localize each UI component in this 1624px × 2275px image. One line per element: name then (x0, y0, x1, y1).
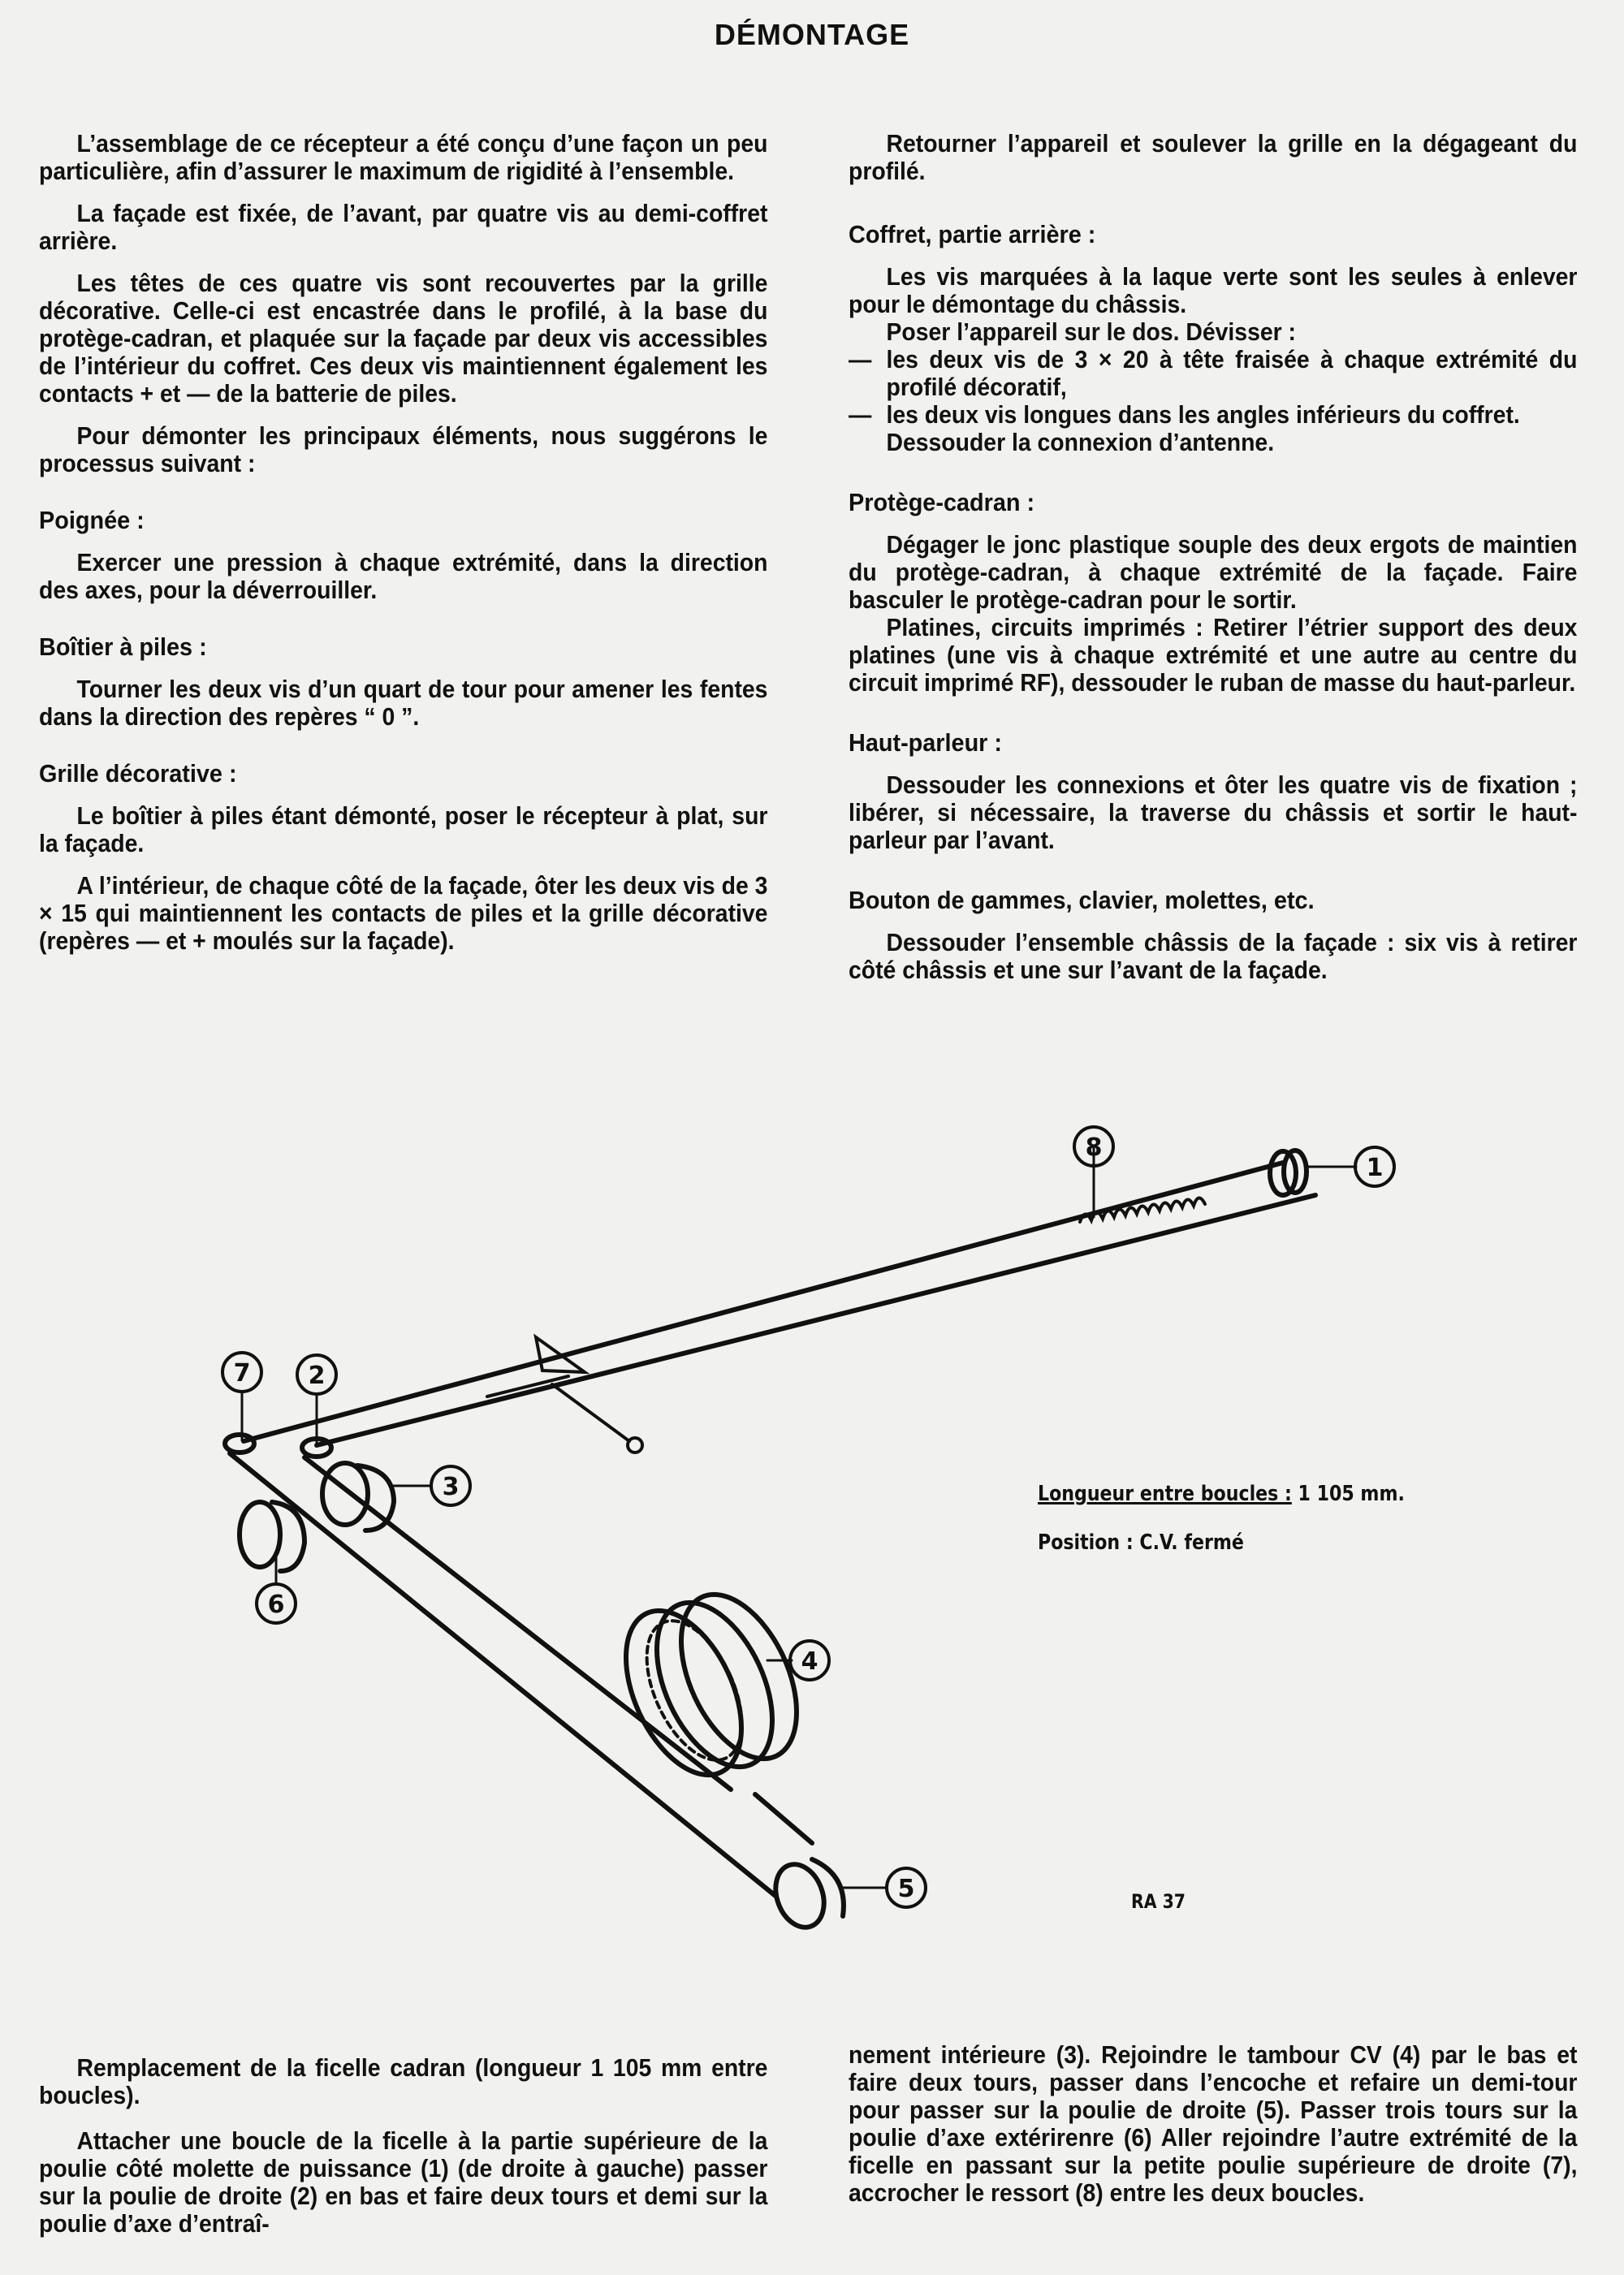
intro-paragraph: Les têtes de ces quatre vis sont recouvertes par la grille décorative. Celle-ci est encastrée dans le profilé, à la base du protège-cadran, et plaquée sur la façade par deux vis accessibles de l’intérieur du coffret. Ces deux vis maintiennent également les contacts + et — de la batterie de piles. (39, 270, 768, 408)
list-item-text: les deux vis longues dans les angles inférieurs du coffret. (886, 401, 1520, 429)
list-item (849, 401, 1577, 429)
section-paragraph: Dessouder les connexions et ôter les quatre vis de fixation ; libérer, si nécessaire, la traverse du châssis et sortir le haut-parleur par l’avant. (849, 771, 1578, 854)
heading-bold: Coffret, (849, 220, 932, 248)
section-paragraph: Tourner les deux vis d’un quart de tour pour amener les fentes dans la direction des repères “ 0 ”. (39, 676, 768, 731)
continuation-paragraph: Retourner l’appareil et soulever la grille en la dégageant du profilé. (849, 130, 1578, 185)
note-length (1038, 1482, 1405, 1506)
section-heading-haut-parleur: Haut-parleur : (849, 728, 1003, 757)
bottom-paragraph: Attacher une boucle de la ficelle à la partie supérieure de la poulie côté molette de puissance (1) (de droite à gauche) passer sur la poulie de droite (2) en bas et faire deux tours et demi sur la poulie d’axe d’entraî- (39, 2127, 768, 2238)
page-title: DÉMONTAGE (714, 18, 910, 51)
heading-rest: partie arrière : (931, 220, 1096, 248)
section-paragraph: Le boîtier à piles étant démonté, poser le récepteur à plat, sur la façade. (39, 802, 768, 857)
callout-8: 8 (1085, 1133, 1103, 1162)
section-paragraph: A l’intérieur, de chaque côté de la façade, ôter les deux vis de 3 × 15 qui maintiennent les contacts de piles et la grille décorative (repères — et + moulés sur la façade). (39, 872, 768, 955)
intro-paragraph: L’assemblage de ce récepteur a été conçu d’une façon un peu particulière, afin d’assurer le maximum de rigidité à l’ensemble. (39, 130, 768, 185)
section-paragraph: Exercer une pression à chaque extrémité, dans la direction des axes, pour la déverrouiller. (39, 549, 768, 604)
section-paragraph: Dessouder la connexion d’antenne. (886, 429, 1275, 456)
callout-3: 3 (442, 1473, 460, 1501)
dash-bullet: — (849, 346, 872, 373)
callout-6: 6 (267, 1591, 285, 1619)
callout-2: 2 (308, 1362, 326, 1390)
section-heading-bouton: Bouton de gammes, clavier, molettes, etc. (849, 886, 1315, 914)
section-heading-boitier: Boîtier à piles : (39, 632, 207, 661)
note-length-value: 1 105 mm. (1298, 1482, 1405, 1506)
section-paragraph: Poser l’appareil sur le dos. Dévisser : (886, 318, 1296, 346)
section-heading-coffret (849, 221, 1577, 248)
section-paragraph: Platines, circuits imprimés : Retirer l’étrier support des deux platines (une vis à chaque extrémité et une autre au centre du circuit imprimé RF), dessouder le ruban de masse du haut-parleur. (849, 614, 1578, 697)
list-item (849, 346, 1577, 401)
right-column (849, 130, 1577, 999)
callout-5: 5 (897, 1875, 915, 1903)
bottom-right-column (849, 2041, 1577, 2225)
callout-7: 7 (233, 1359, 251, 1388)
bottom-left-column (39, 2054, 767, 2256)
intro-paragraph: La façade est fixée, de l’avant, par quatre vis au demi-coffret arrière. (39, 200, 768, 255)
callout-1: 1 (1366, 1154, 1384, 1182)
note-length-label: Longueur entre boucles : (1038, 1482, 1292, 1506)
dash-bullet: — (849, 401, 872, 429)
section-paragraph: Dessouder l’ensemble châssis de la façade : six vis à retirer côté châssis et une sur l’avant de la façade. (849, 929, 1578, 984)
section-paragraph: Dégager le jonc plastique souple des deux ergots de maintien du protège-cadran, à chaque extrémité de la façade. Faire basculer le protège-cadran pour le sortir. (849, 531, 1578, 614)
list-item-text: les deux vis de 3 × 20 à tête fraisée à chaque extrémité du profilé décoratif, (886, 346, 1578, 401)
intro-paragraph: Pour démonter les principaux éléments, nous suggérons le processus suivant : (39, 422, 768, 477)
dial-cord-diagram (0, 1088, 1624, 1981)
section-paragraph: Les vis marquées à la laque verte sont les seules à enlever pour le démontage du châssis. (849, 263, 1578, 318)
bottom-paragraph: nement intérieure (3). Rejoindre le tambour CV (4) par le bas et faire deux tours, passer dans l’encoche et refaire un demi-tour pour passer sur la poulie de droite (5). Passer trois tours sur la poulie d’axe extérirenre (6) Aller rejoindre l’autre extrémité de la ficelle en passant sur la petite poulie supérieure de droite (7), accrocher le ressort (8) entre les deux boucles. (849, 2041, 1578, 2207)
figure-ref-code: RA 37 (1131, 1890, 1186, 1913)
section-heading-grille: Grille décorative : (39, 759, 237, 788)
callout-4: 4 (801, 1647, 818, 1676)
section-heading-protege: Protège-cadran : (849, 488, 1035, 516)
section-heading-poignee: Poignée : (39, 506, 145, 534)
bottom-paragraph: Remplacement de la ficelle cadran (longueur 1 105 mm entre boucles). (39, 2054, 768, 2109)
note-position: Position : C.V. fermé (1038, 1530, 1244, 1555)
left-column (39, 130, 767, 969)
